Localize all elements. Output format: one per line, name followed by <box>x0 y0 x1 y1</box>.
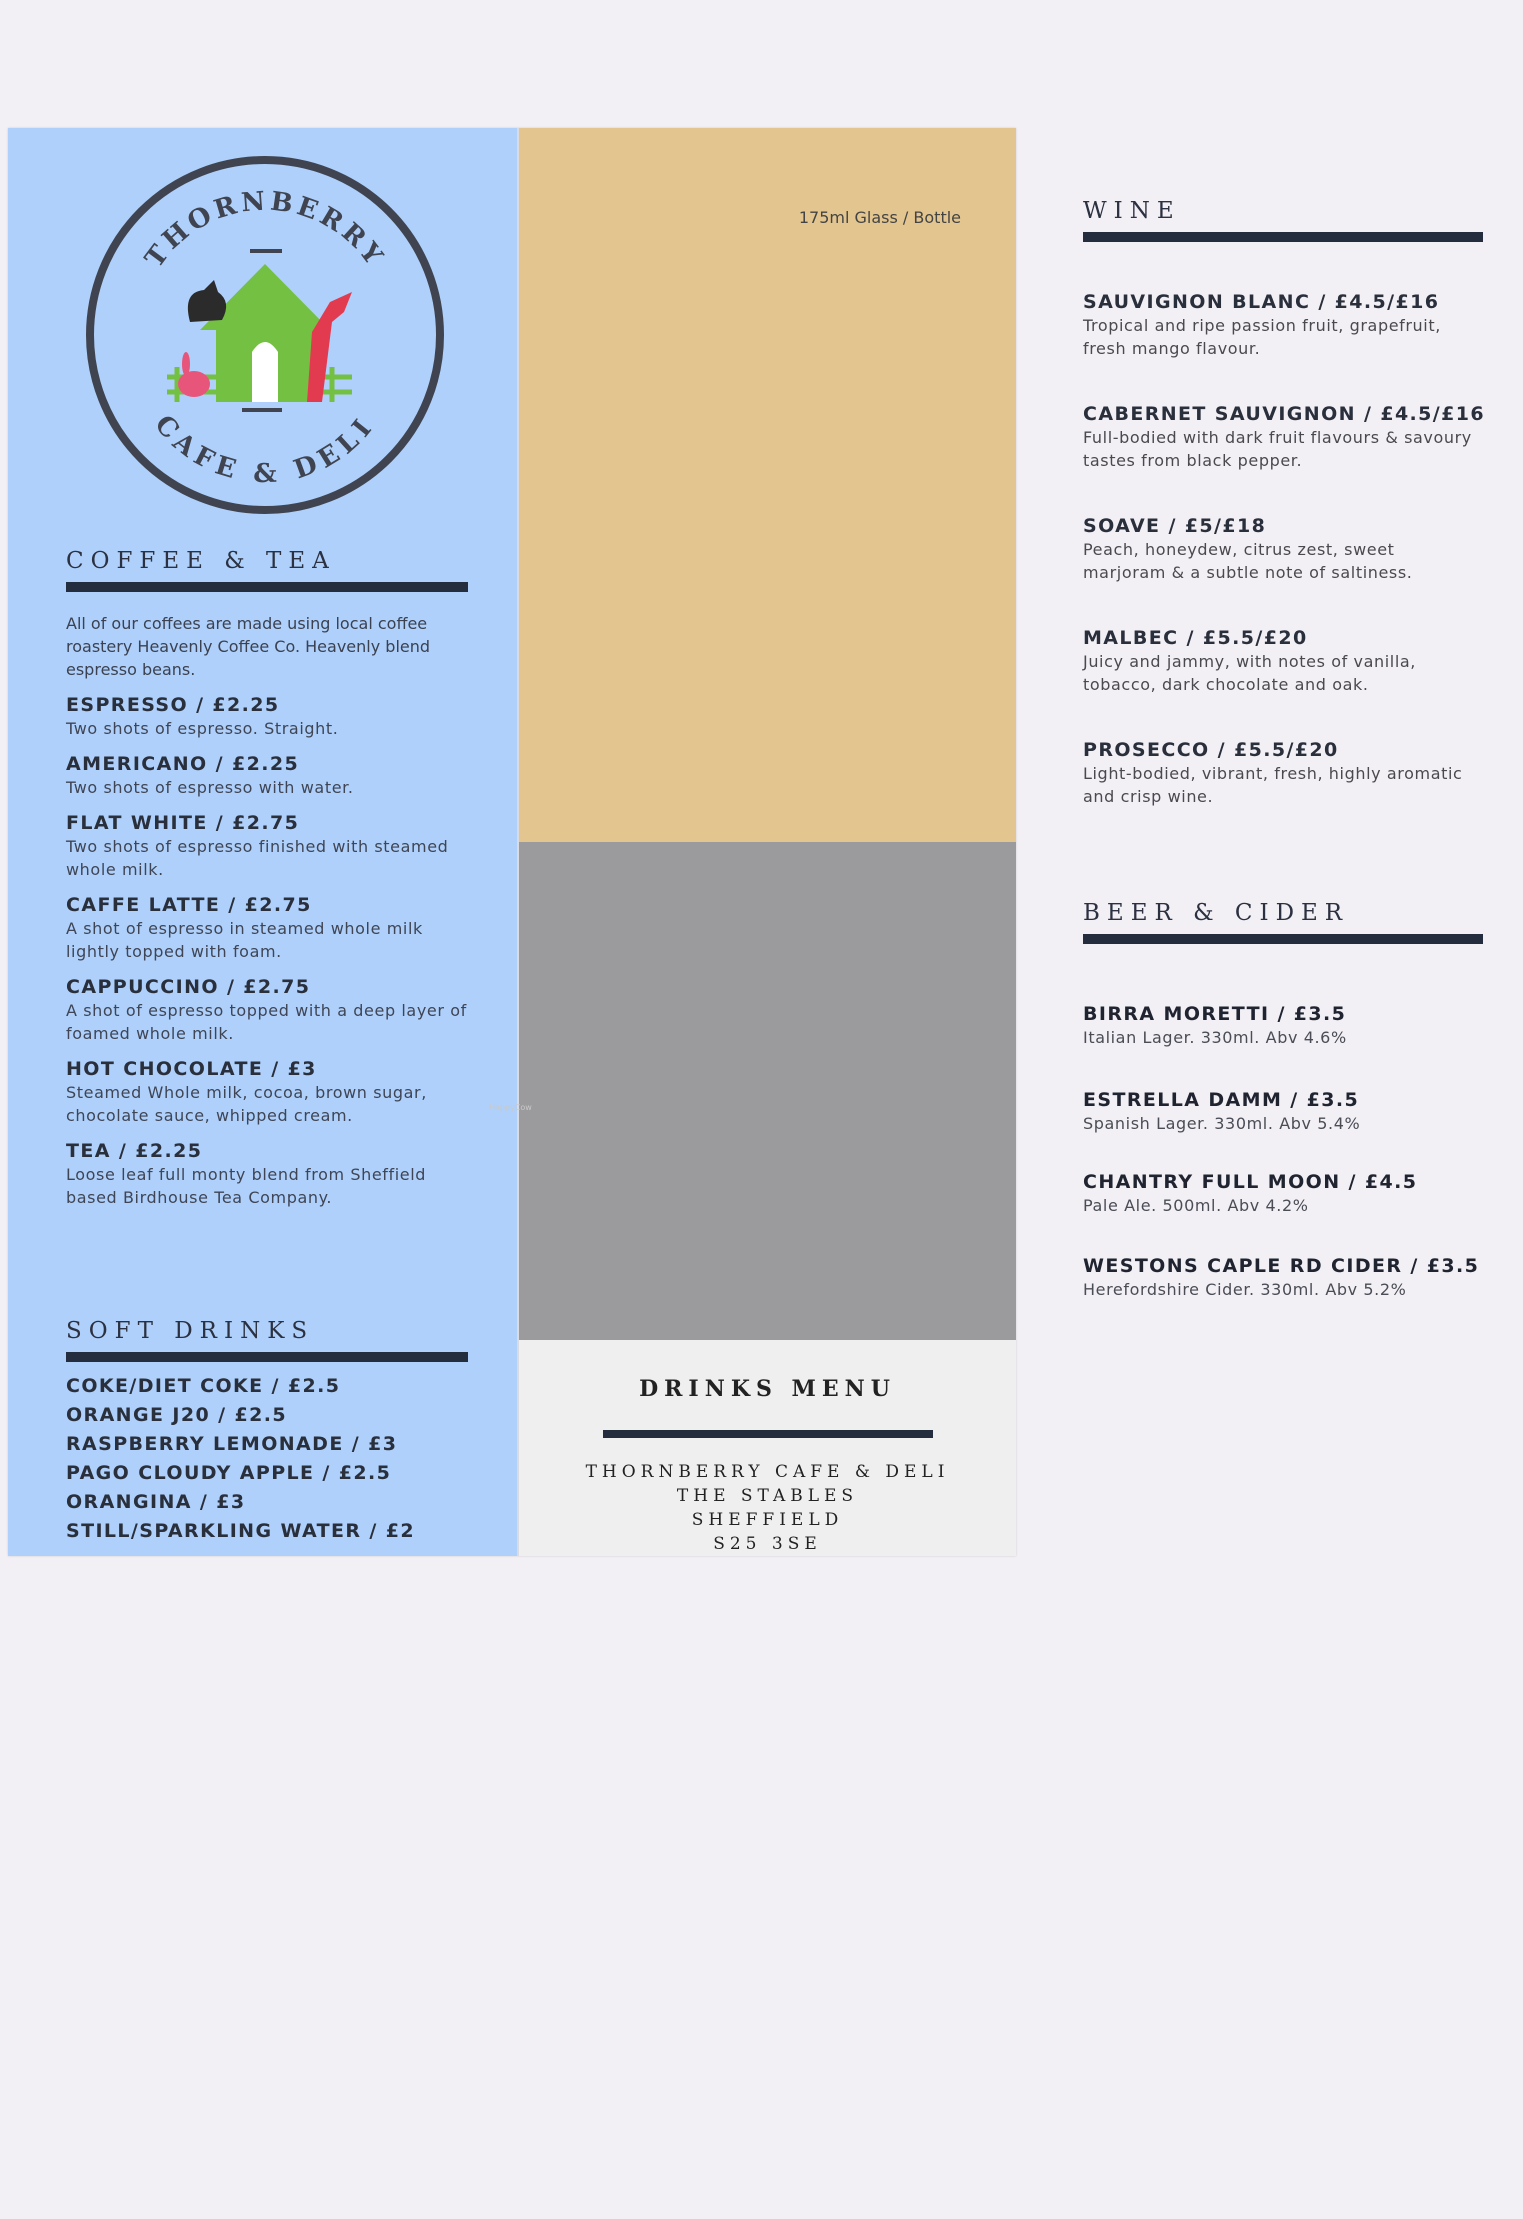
menu-item <box>1083 1002 1503 1049</box>
coffee-tea-title: COFFEE & TEA <box>66 548 336 574</box>
item-desc: Pale Ale. 500ml. Abv 4.2% <box>1083 1196 1309 1216</box>
beer-header <box>1083 900 1483 944</box>
soft-drink-item: PAGO CLOUDY APPLE / £2.5 <box>66 1462 392 1484</box>
coffee-intro: All of our coffees are made using local coffee roastery Heavenly Coffee Co. Heavenly blend espresso beans. <box>66 614 431 679</box>
menu-item <box>1083 514 1483 584</box>
footer-rule <box>603 1430 933 1438</box>
watermark: HappyCow <box>489 1103 532 1112</box>
wine-rule <box>1083 232 1483 242</box>
menu-item <box>1083 626 1483 696</box>
item-desc: A shot of espresso topped with a deep layer of foamed whole milk. <box>66 1001 467 1043</box>
item-desc: Loose leaf full monty blend from Sheffield based Birdhouse Tea Company. <box>66 1165 427 1207</box>
item-desc: Peach, honeydew, citrus zest, sweet marjoram & a subtle note of saltiness. <box>1083 540 1413 582</box>
wine-title: WINE <box>1083 198 1181 224</box>
menu-item <box>1083 738 1483 808</box>
item-name: ESTRELLA DAMM / £3.5 <box>1083 1089 1360 1112</box>
menu-item <box>66 811 468 881</box>
logo-top-text: THORNBERRY <box>139 186 391 274</box>
item-name: HOT CHOCOLATE / £3 <box>66 1058 317 1080</box>
menu-item <box>66 975 468 1045</box>
item-desc: Steamed Whole milk, cocoa, brown sugar, chocolate sauce, whipped cream. <box>66 1083 427 1125</box>
item-name: CABERNET SAUVIGNON / £4.5/£16 <box>1083 403 1485 425</box>
wine-header <box>1083 198 1483 242</box>
address-line: THORNBERRY CAFE & DELI <box>585 1462 950 1482</box>
soft-drinks-section <box>66 1318 468 1546</box>
menu-item <box>1083 1170 1503 1217</box>
menu-item <box>1083 402 1493 472</box>
menu-item <box>1083 1088 1503 1135</box>
item-name: MALBEC / £5.5/£20 <box>1083 627 1308 649</box>
item-name: PROSECCO / £5.5/£20 <box>1083 739 1339 761</box>
item-desc: Herefordshire Cider. 330ml. Abv 5.2% <box>1083 1280 1407 1300</box>
soft-drink-item: ORANGE J20 / £2.5 <box>66 1404 287 1426</box>
svg-text:THORNBERRY <box>140 186 391 273</box>
wine-section <box>519 128 1485 842</box>
item-desc: Two shots of espresso. Straight. <box>66 719 339 738</box>
item-name: AMERICANO / £2.25 <box>66 753 300 775</box>
soft-drink-item: RASPBERRY LEMONADE / £3 <box>66 1433 398 1455</box>
beer-cider-section <box>519 842 1480 1340</box>
soft-drink-item: ORANGINA / £3 <box>66 1491 246 1513</box>
address-line: S25 3SE <box>713 1534 822 1554</box>
left-column <box>8 128 519 1556</box>
item-desc: Light-bodied, vibrant, fresh, highly aromatic and crisp wine. <box>1083 764 1463 806</box>
menu-item <box>1083 290 1483 360</box>
item-name: TEA / £2.25 <box>66 1140 203 1162</box>
address-line: THE STABLES <box>676 1486 859 1506</box>
soft-drinks-title: SOFT DRINKS <box>66 1318 315 1344</box>
item-desc: Full-bodied with dark fruit flavours & savoury tastes from black pepper. <box>1083 428 1472 470</box>
item-desc: Two shots of espresso finished with steamed whole milk. <box>66 837 449 879</box>
item-name: CHANTRY FULL MOON / £4.5 <box>1083 1171 1418 1194</box>
beer-rule <box>1083 934 1483 944</box>
thornberry-logo <box>82 152 448 518</box>
address-line: SHEFFIELD <box>691 1510 844 1530</box>
item-name: CAFFE LATTE / £2.75 <box>66 894 312 916</box>
right-column <box>519 128 1485 1556</box>
soft-drink-item: STILL/SPARKLING WATER / £2 <box>66 1520 415 1542</box>
svg-text:CAFE & DELI <box>148 410 381 490</box>
soft-drink-item: COKE/DIET COKE / £2.5 <box>66 1375 341 1397</box>
item-name: SAUVIGNON BLANC / £4.5/£16 <box>1083 291 1440 313</box>
soft-drinks-rule <box>66 1352 468 1362</box>
item-desc: Spanish Lager. 330ml. Abv 5.4% <box>1083 1114 1361 1134</box>
menu-item <box>66 893 468 963</box>
menu-footer <box>519 1340 1016 1556</box>
menu-item <box>1083 1254 1523 1301</box>
item-desc: Two shots of espresso with water. <box>66 778 354 797</box>
logo-bottom-text: CAFE & DELI <box>148 409 382 490</box>
beer-title: BEER & CIDER <box>1083 900 1350 927</box>
item-name: ESPRESSO / £2.25 <box>66 694 280 716</box>
item-name: CAPPUCCINO / £2.75 <box>66 976 311 998</box>
menu-item <box>66 752 468 799</box>
wine-serving-sizes: 175ml Glass / Bottle <box>798 208 961 227</box>
menu-item <box>66 1139 468 1209</box>
drinks-menu-title: DRINKS MENU <box>639 1376 896 1402</box>
item-name: FLAT WHITE / £2.75 <box>66 812 300 834</box>
item-desc: Italian Lager. 330ml. Abv 4.6% <box>1083 1028 1347 1048</box>
coffee-tea-rule <box>66 582 468 592</box>
item-desc: Juicy and jammy, with notes of vanilla, tobacco, dark chocolate and oak. <box>1083 652 1416 694</box>
item-desc: Tropical and ripe passion fruit, grapefruit, fresh mango flavour. <box>1083 316 1441 358</box>
item-name: BIRRA MORETTI / £3.5 <box>1083 1003 1347 1026</box>
item-name: SOAVE / £5/£18 <box>1083 515 1267 537</box>
coffee-tea-section <box>66 548 468 1209</box>
item-desc: A shot of espresso in steamed whole milk lightly topped with foam. <box>66 919 423 961</box>
menu-item <box>66 693 468 740</box>
item-name: WESTONS CAPLE RD CIDER / £3.5 <box>1083 1255 1480 1278</box>
menu-item <box>66 1057 468 1127</box>
drinks-menu <box>8 128 1485 1556</box>
